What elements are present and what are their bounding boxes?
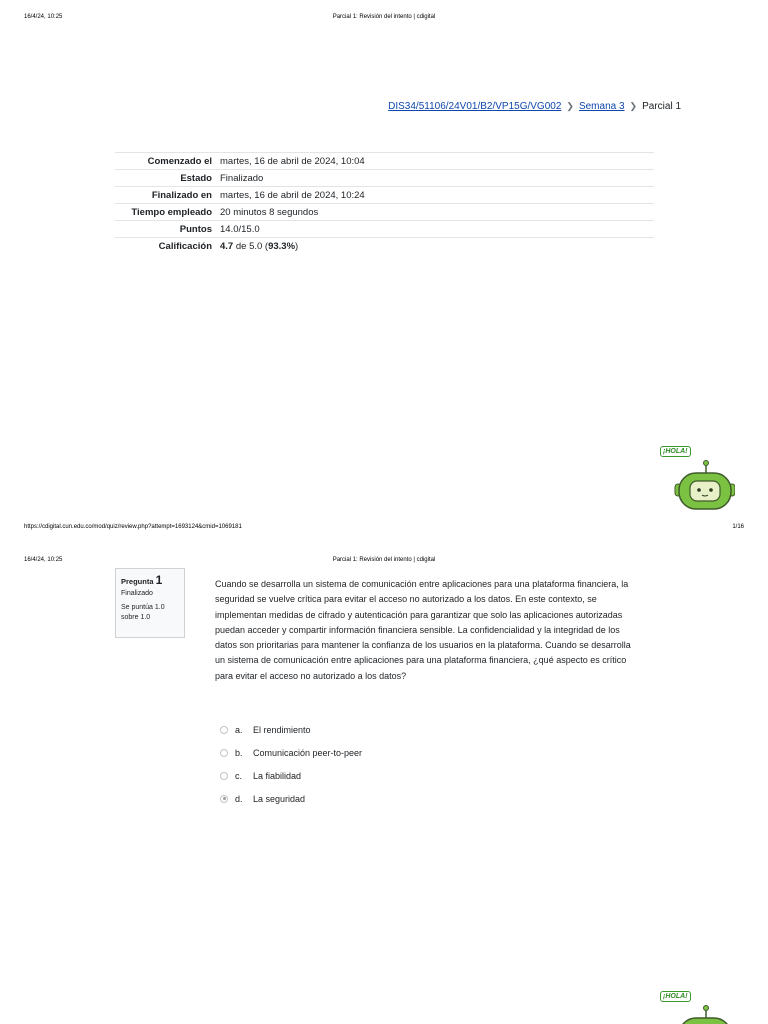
answer-text: El rendimiento xyxy=(253,724,311,735)
summary-label: Estado xyxy=(115,170,216,187)
answer-text: La seguridad xyxy=(253,793,306,804)
chatbot-greeting: ¡HOLA! xyxy=(660,991,691,1002)
radio-button[interactable] xyxy=(220,726,228,734)
robot-icon xyxy=(660,991,735,1024)
print-url: https://cdigital.cun.edu.co/mod/quiz/review.php?attempt=1693124&cmid=1069181 xyxy=(24,524,242,530)
summary-label: Comenzado el xyxy=(115,153,216,170)
breadcrumb-week-link[interactable]: Semana 3 xyxy=(578,101,625,112)
grade-score: 4.7 xyxy=(220,240,234,252)
answer-text: La fiabilidad xyxy=(253,770,302,781)
question-number xyxy=(121,573,179,587)
summary-value: martes, 16 de abril de 2024, 10:24 xyxy=(216,187,654,204)
summary-value: 20 minutos 8 segundos xyxy=(216,204,654,221)
print-date: 16/4/24, 10:25 xyxy=(24,557,63,563)
question-label: Pregunta xyxy=(121,577,154,586)
question-points: Se puntúa 1.0 sobre 1.0 xyxy=(121,604,165,621)
grade-of: de 5.0 ( xyxy=(233,240,269,252)
chevron-right-icon: ❯ xyxy=(566,101,574,111)
summary-label: Puntos xyxy=(115,221,216,238)
answer-letter: d. xyxy=(235,793,243,804)
answer-option[interactable] xyxy=(220,718,362,741)
grade-percent: 93.3% xyxy=(268,240,296,252)
answer-option-selected[interactable] xyxy=(220,787,362,810)
grade-close: ) xyxy=(295,240,299,252)
chatbot-widget[interactable] xyxy=(660,446,735,518)
summary-row-grade xyxy=(115,238,654,255)
question-state: Finalizado xyxy=(121,590,153,597)
print-date: 16/4/24, 10:25 xyxy=(24,14,63,20)
summary-value: martes, 16 de abril de 2024, 10:04 xyxy=(216,153,654,170)
answer-text: Comunicación peer-to-peer xyxy=(253,747,363,758)
answer-option[interactable] xyxy=(220,741,362,764)
print-title: Parcial 1: Revisión del intento | cdigital xyxy=(332,14,436,20)
summary-row xyxy=(115,170,654,187)
radio-button[interactable] xyxy=(220,749,228,757)
question-number-value: 1 xyxy=(155,573,163,587)
print-page-number: 1/16 xyxy=(732,524,744,530)
question-text: Cuando se desarrolla un sistema de comunicación entre aplicaciones para una plataforma financiera, la seguridad se vuelve crítica para evitar el acceso no autorizado a los datos. En este contexto, se implementan medidas de cifrado y autenticación para garantizar que solo las aplicaciones autorizadas puedan acceder y compartir información financiera sensible. La confidencialidad y la integridad de los datos son prioritarias para mantener la confianza de los usuarios en la plataforma. Cuando se desarrolla un sistema de comunicación entre aplicaciones para una plataforma financiera, ¿qué aspecto es crítico para evitar el acceso no autorizado a los datos? xyxy=(215,579,631,681)
summary-value: Finalizado xyxy=(216,170,654,187)
answer-letter: c. xyxy=(235,770,243,781)
breadcrumb xyxy=(388,101,681,112)
chatbot-widget[interactable] xyxy=(660,991,735,1024)
summary-row xyxy=(115,204,654,221)
breadcrumb-course-link[interactable]: DIS34/51106/24V01/B2/VP15G/VG002 xyxy=(388,101,562,112)
summary-row xyxy=(115,187,654,204)
answer-option[interactable] xyxy=(220,764,362,787)
question-info-box xyxy=(115,568,185,638)
summary-row xyxy=(115,221,654,238)
summary-label: Calificación xyxy=(115,238,216,255)
chatbot-greeting: ¡HOLA! xyxy=(660,446,691,457)
summary-label: Tiempo empleado xyxy=(115,204,216,221)
answer-options xyxy=(220,718,362,810)
answer-letter: b. xyxy=(235,747,243,758)
summary-row xyxy=(115,153,654,170)
breadcrumb-current: Parcial 1 xyxy=(642,101,681,112)
answer-letter: a. xyxy=(235,724,243,735)
chevron-right-icon: ❯ xyxy=(629,101,638,111)
attempt-summary-table xyxy=(115,152,654,254)
print-title: Parcial 1: Revisión del intento | cdigital xyxy=(332,557,436,563)
radio-button[interactable] xyxy=(220,772,228,780)
radio-button-checked[interactable] xyxy=(220,795,228,803)
summary-label: Finalizado en xyxy=(115,187,216,204)
robot-icon xyxy=(660,446,735,518)
grade-value xyxy=(216,238,654,255)
summary-value: 14.0/15.0 xyxy=(216,221,654,238)
